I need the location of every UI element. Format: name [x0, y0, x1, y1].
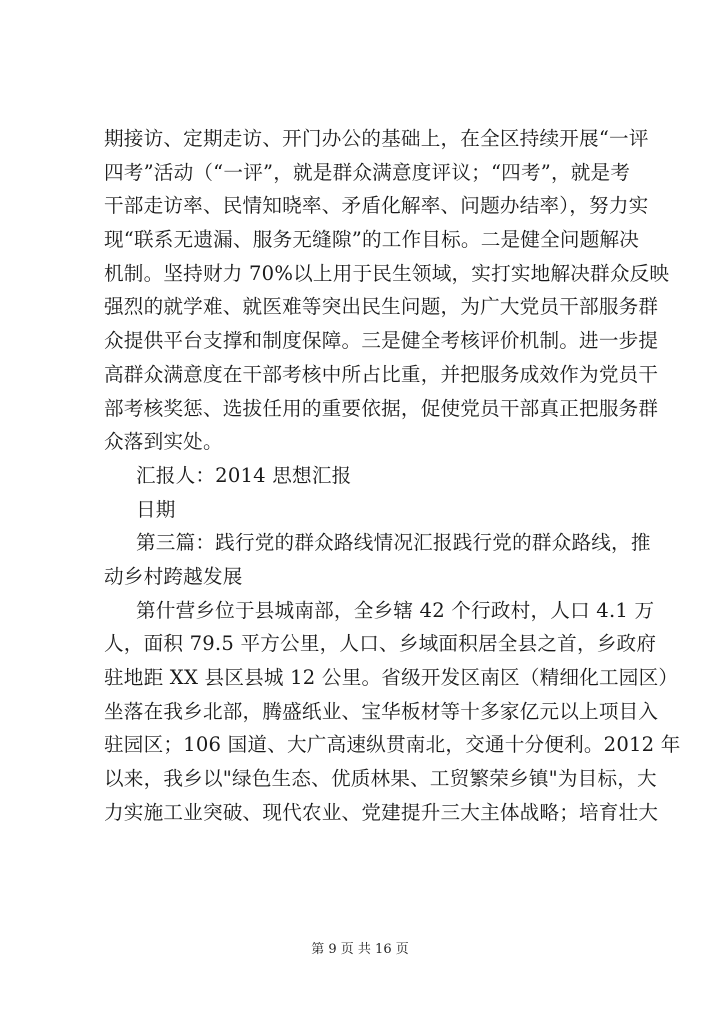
text-line: 驻园区；106 国道、大广高速纵贯南北，交通十分便利。2012 年 — [104, 733, 681, 757]
text-line: 众落到实处。 — [104, 430, 223, 454]
page-number-footer: 第 9 页 共 16 页 — [311, 942, 409, 957]
text-line: 干部走访率、民情知晓率、矛盾化解率、问题办结率），努力实 — [104, 194, 649, 218]
text-line: 部考核奖惩、选拔任用的重要依据，促使党员干部真正把服务群 — [104, 396, 659, 420]
document-body — [104, 122, 681, 829]
text-line: 以来，我乡以"绿色生态、优质林果、工贸繁荣乡镇"为目标，大 — [104, 767, 657, 791]
text-line: 人，面积 79.5 平方公里，人口、乡域面积居全县之首，乡政府 — [104, 632, 657, 656]
section-heading-continued: 动乡村跨越发展 — [104, 564, 243, 588]
text-line: 机制。坚持财力 70%以上用于民生领域，实打实地解决群众反映 — [104, 261, 670, 285]
text-line: 现“联系无遗漏、服务无缝隙”的工作目标。二是健全问题解决 — [104, 228, 640, 252]
text-line: 强烈的就学难、就医难等突出民生问题，为广大党员干部服务群 — [104, 295, 659, 319]
section-heading: 第三篇：践行党的群众路线情况汇报践行党的群众路线，推 — [136, 531, 651, 555]
date-line: 日期 — [136, 497, 176, 521]
reporter-line: 汇报人：2014 思想汇报 — [136, 463, 352, 487]
text-line: 高群众满意度在干部考核中所占比重，并把服务成效作为党员干 — [104, 362, 659, 386]
text-line: 期接访、定期走访、开门办公的基础上，在全区持续开展“一评 — [104, 127, 649, 150]
text-line: 四考”活动（“一评”，就是群众满意度评议；“四考”，就是考 — [104, 160, 631, 184]
text-line: 坐落在我乡北部，腾盛纸业、宝华板材等十多家亿元以上项目入 — [104, 699, 659, 723]
text-line: 力实施工业突破、现代农业、党建提升三大主体战略；培育壮大 — [104, 800, 659, 824]
text-line: 第什营乡位于县城南部，全乡辖 42 个行政村，人口 4.1 万 — [136, 598, 655, 622]
text-line: 驻地距 XX 县区县城 12 公里。省级开发区南区（精细化工园区） — [104, 666, 679, 689]
text-line: 众提供平台支撑和制度保障。三是健全考核评价机制。进一步提 — [104, 329, 659, 353]
